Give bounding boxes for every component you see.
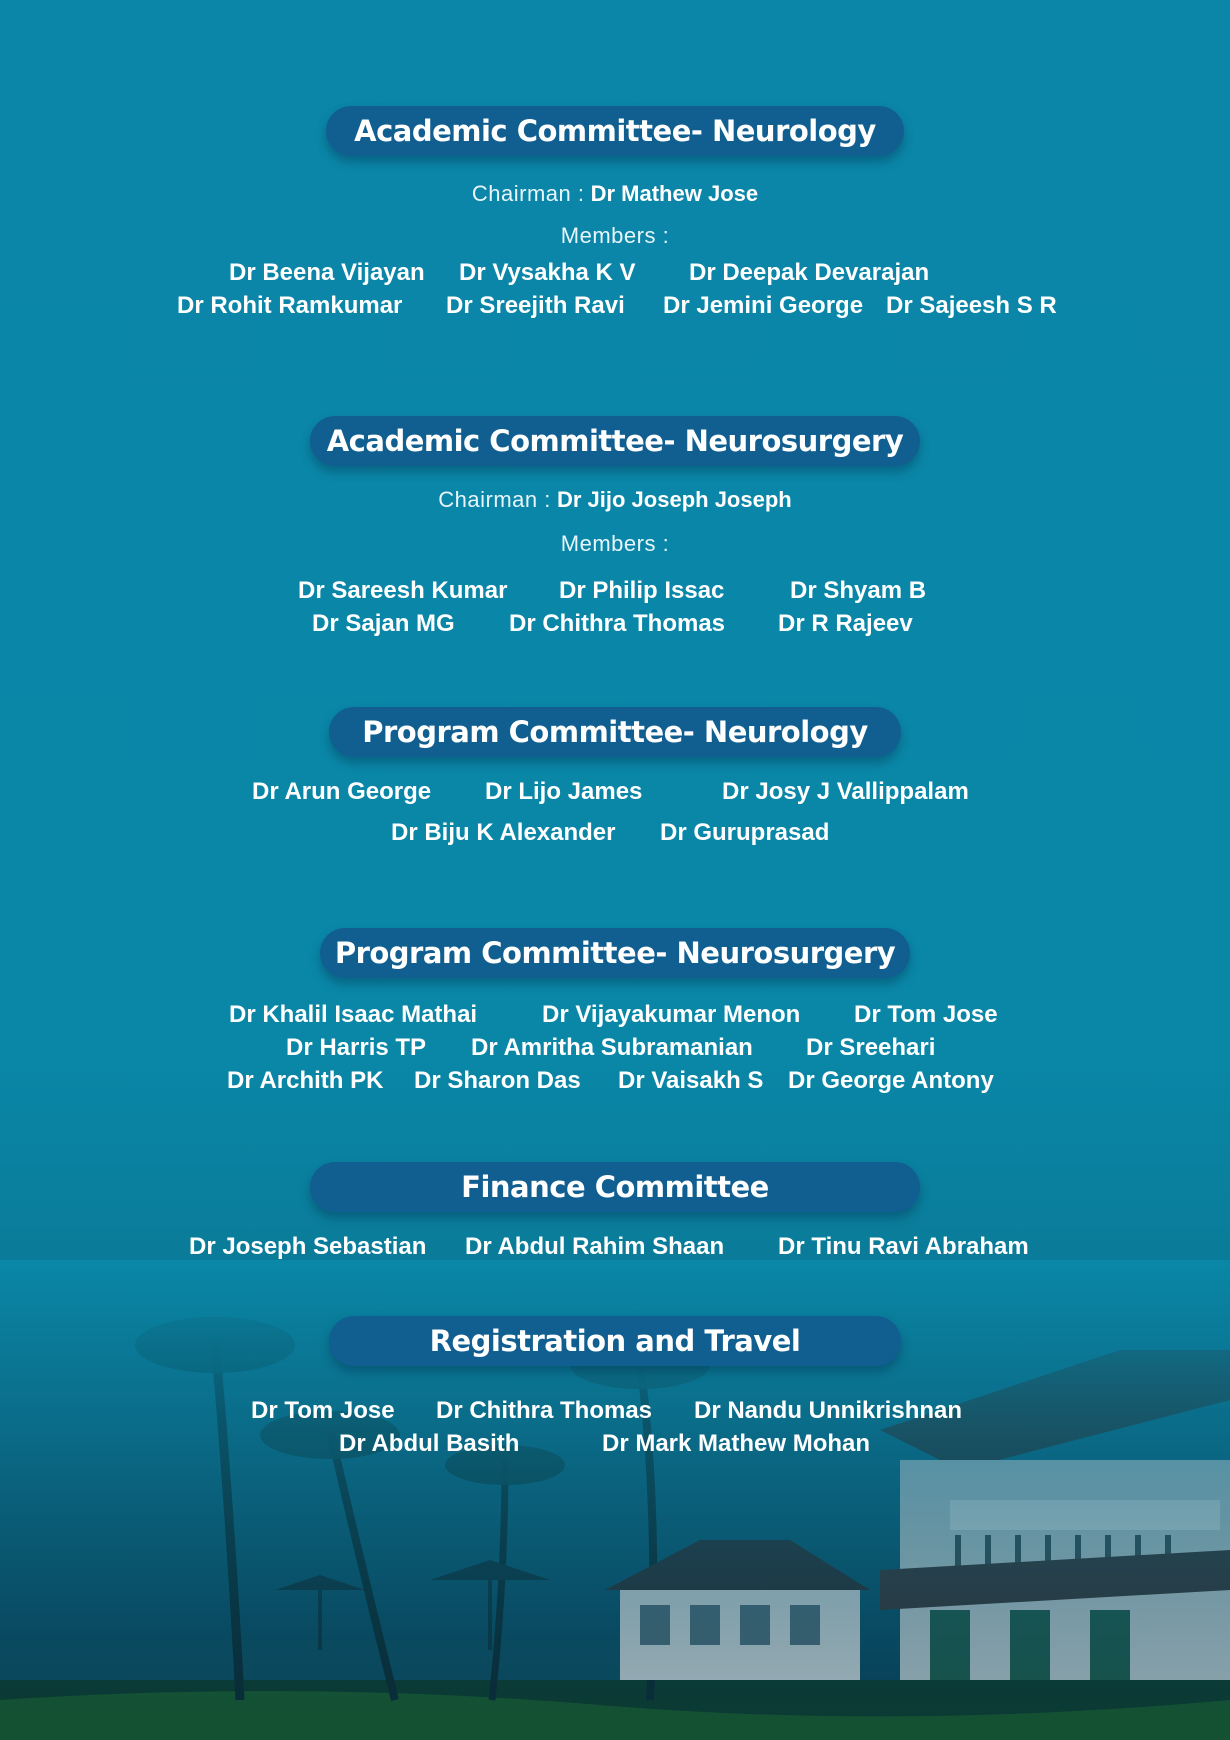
member-name: Dr Chithra Thomas xyxy=(509,610,726,637)
member-name: Dr Beena Vijayan xyxy=(229,259,425,286)
member-name: Dr Khalil Isaac Mathai xyxy=(229,1001,478,1028)
chairman-name: Dr Mathew Jose xyxy=(590,181,759,206)
member-name: Dr Biju K Alexander xyxy=(391,819,616,846)
member-name: Dr Rohit Ramkumar xyxy=(177,292,403,319)
member-name: Dr Vysakha K V xyxy=(459,259,636,286)
section-title-pill: Finance Committee xyxy=(310,1162,920,1212)
member-name: Dr Sreehari xyxy=(806,1034,936,1061)
chairman-line xyxy=(0,181,1230,207)
member-name: Dr Chithra Thomas xyxy=(436,1397,653,1424)
member-name: Dr Amritha Subramanian xyxy=(471,1034,753,1061)
member-name: Dr R Rajeev xyxy=(778,610,913,637)
member-name: Dr Mark Mathew Mohan xyxy=(602,1430,871,1457)
chairman-label: Chairman : xyxy=(471,181,585,206)
section-title-pill: Academic Committee- Neurology xyxy=(326,106,904,156)
section-title-pill: Academic Committee- Neurosurgery xyxy=(310,416,920,466)
member-name: Dr Joseph Sebastian xyxy=(189,1233,427,1260)
member-name: Dr Abdul Rahim Shaan xyxy=(465,1233,725,1260)
member-name: Dr Vijayakumar Menon xyxy=(542,1001,801,1028)
member-name: Dr Arun George xyxy=(252,778,432,805)
member-name: Dr Tinu Ravi Abraham xyxy=(778,1233,1029,1260)
member-name: Dr Jemini George xyxy=(663,292,864,319)
member-name: Dr Nandu Unnikrishnan xyxy=(694,1397,963,1424)
member-name: Dr Sajan MG xyxy=(312,610,455,637)
member-name: Dr Sajeesh S R xyxy=(886,292,1057,319)
section-title-pill: Program Committee- Neurology xyxy=(329,707,901,757)
member-name: Dr Sreejith Ravi xyxy=(446,292,625,319)
section-title-pill: Registration and Travel xyxy=(329,1316,901,1366)
section-title-pill: Program Committee- Neurosurgery xyxy=(320,928,910,978)
member-name: Dr Abdul Basith xyxy=(339,1430,520,1457)
member-name: Dr Josy J Vallippalam xyxy=(722,778,969,805)
member-name: Dr Sharon Das xyxy=(414,1067,581,1094)
member-name: Dr Deepak Devarajan xyxy=(689,259,930,286)
member-name: Dr Shyam B xyxy=(790,577,927,604)
members-label: Members : xyxy=(560,531,670,556)
member-name: Dr George Antony xyxy=(788,1067,994,1094)
member-name: Dr Sareesh Kumar xyxy=(298,577,508,604)
member-name: Dr Guruprasad xyxy=(660,819,830,846)
member-name: Dr Archith PK xyxy=(227,1067,384,1094)
member-name: Dr Vaisakh S xyxy=(618,1067,764,1094)
member-name: Dr Philip Issac xyxy=(559,577,725,604)
member-name: Dr Tom Jose xyxy=(251,1397,395,1424)
member-name: Dr Lijo James xyxy=(485,778,643,805)
chairman-label: Chairman : xyxy=(438,487,551,512)
members-label: Members : xyxy=(560,223,670,248)
chairman-name: Dr Jijo Joseph Joseph xyxy=(556,487,792,512)
member-name: Dr Harris TP xyxy=(286,1034,427,1061)
member-name: Dr Tom Jose xyxy=(854,1001,998,1028)
chairman-line xyxy=(0,487,1230,513)
